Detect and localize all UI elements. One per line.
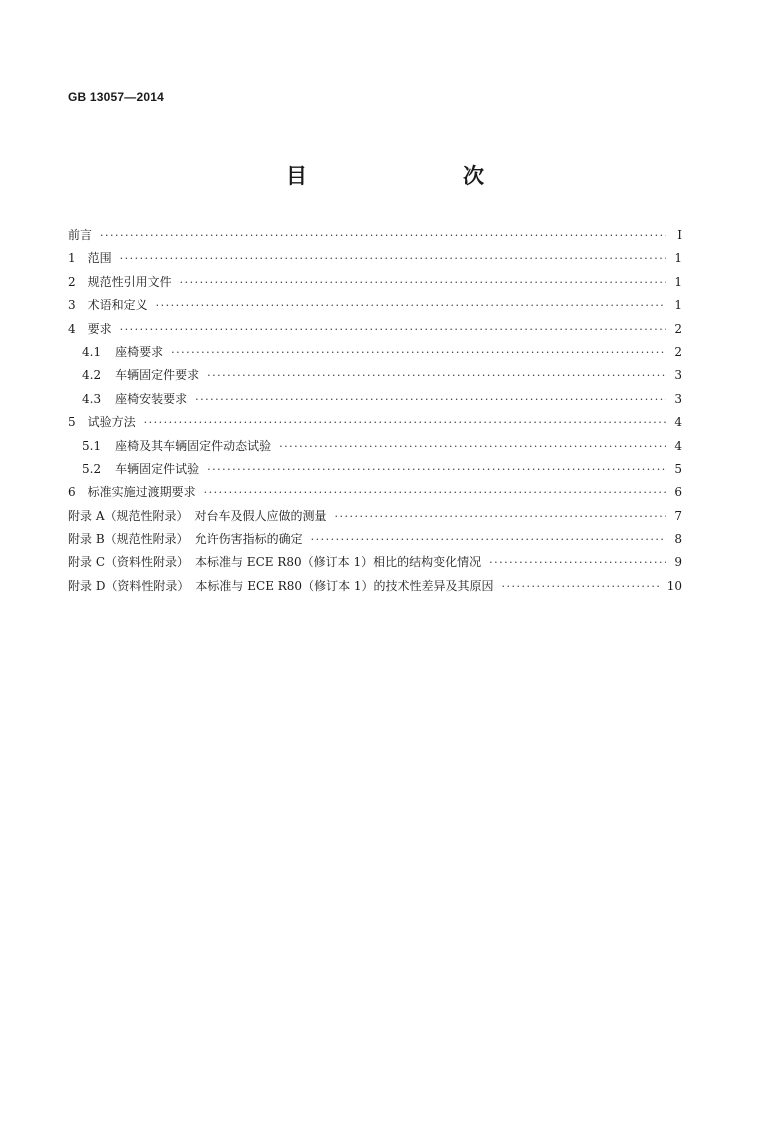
toc-page-number: 1 <box>674 298 682 313</box>
toc-leader-dots <box>489 551 666 574</box>
toc-entry-label: 座椅安装要求 <box>115 391 188 406</box>
toc-leader-dots <box>279 435 666 458</box>
toc-page-number: 1 <box>674 274 682 289</box>
toc-page-number: 3 <box>674 391 682 406</box>
toc-page-number: 3 <box>674 368 682 383</box>
toc-entry-label: 车辆固定件要求 <box>115 368 200 383</box>
toc-page-number: 6 <box>674 485 682 500</box>
toc-entry-label: 附录 D（资料性附录） 本标准与 ECE R80（修订本 1）的技术性差异及其原因 <box>68 578 494 593</box>
toc-page-number: Ⅰ <box>677 228 682 242</box>
toc-entry-6[interactable] <box>68 481 682 504</box>
toc-entry-label: 座椅及其车辆固定件动态试验 <box>115 438 272 453</box>
toc-entry-foreword[interactable] <box>68 224 682 247</box>
toc-leader-dots <box>207 364 666 387</box>
toc-entry-label: 附录 A（规范性附录） 对台车及假人应做的测量 <box>68 508 327 523</box>
toc-entry-3[interactable] <box>68 294 682 317</box>
toc-page-number: 2 <box>674 344 682 359</box>
toc-entry-annex-d[interactable] <box>68 575 682 598</box>
toc-section-number: 6 <box>68 485 76 500</box>
toc-section-number: 4.2 <box>82 368 102 383</box>
toc-page-number: 1 <box>674 251 682 266</box>
toc-section-number: 1 <box>68 251 76 266</box>
toc-entry-4[interactable] <box>68 318 682 341</box>
toc-entry-5-1[interactable] <box>68 435 682 458</box>
toc-page-number: 4 <box>674 415 682 430</box>
toc-entry-label: 规范性引用文件 <box>87 274 172 289</box>
toc-entry-label: 试验方法 <box>87 415 136 430</box>
toc-entry-5[interactable] <box>68 411 682 434</box>
toc-entry-5-2[interactable] <box>68 458 682 481</box>
toc-entry-label: 前言 <box>68 228 93 242</box>
toc-entry-label: 要求 <box>87 321 112 336</box>
toc-section-number: 4 <box>68 321 76 336</box>
toc-page-number: 5 <box>674 461 682 476</box>
toc-leader-dots <box>204 481 666 504</box>
toc-leader-dots <box>311 528 666 551</box>
toc-leader-dots <box>171 341 666 364</box>
toc-page-number: 10 <box>666 578 682 593</box>
toc-entry-annex-a[interactable] <box>68 505 682 528</box>
toc-leader-dots <box>100 224 666 247</box>
toc-entry-1[interactable] <box>68 247 682 270</box>
toc-section-number: 2 <box>68 274 76 289</box>
toc-leader-dots <box>207 458 666 481</box>
toc-section-number: 5 <box>68 415 76 430</box>
toc-section-number: 3 <box>68 298 76 313</box>
standard-code: GB 13057—2014 <box>68 90 164 104</box>
toc-entry-label: 标准实施过渡期要求 <box>87 485 196 500</box>
toc-section-number: 5.1 <box>82 438 102 453</box>
toc-page-number: 2 <box>674 321 682 336</box>
toc-page-number: 9 <box>674 555 682 570</box>
toc-entry-4-2[interactable] <box>68 364 682 387</box>
toc-page-number: 7 <box>674 508 682 523</box>
toc-leader-dots <box>120 318 666 341</box>
toc-leader-dots <box>156 294 666 317</box>
toc-entry-4-1[interactable] <box>68 341 682 364</box>
toc-entry-label: 术语和定义 <box>87 298 148 313</box>
toc-entry-annex-c[interactable] <box>68 551 682 574</box>
toc-entry-4-3[interactable] <box>68 388 682 411</box>
toc-leader-dots <box>120 247 666 270</box>
toc-section-number: 5.2 <box>82 461 102 476</box>
toc-leader-dots <box>144 411 666 434</box>
toc-page-number: 4 <box>674 438 682 453</box>
toc-entry-annex-b[interactable] <box>68 528 682 551</box>
toc-section-number: 4.3 <box>82 391 102 406</box>
toc-page-number: 8 <box>674 532 682 547</box>
page-title: 目 次 <box>286 164 522 188</box>
toc-entry-label: 附录 C（资料性附录） 本标准与 ECE R80（修订本 1）相比的结构变化情况 <box>68 555 482 570</box>
toc-leader-dots <box>334 505 666 528</box>
toc-entry-label: 附录 B（规范性附录） 允许伤害指标的确定 <box>68 532 303 547</box>
toc-leader-dots <box>195 388 666 411</box>
toc-leader-dots <box>502 575 661 598</box>
toc-entry-label: 范围 <box>87 251 112 266</box>
toc-entry-label: 座椅要求 <box>115 344 164 359</box>
table-of-contents <box>68 224 682 598</box>
toc-entry-2[interactable] <box>68 271 682 294</box>
toc-entry-label: 车辆固定件试验 <box>115 461 200 476</box>
toc-leader-dots <box>180 271 666 294</box>
toc-section-number: 4.1 <box>82 344 102 359</box>
